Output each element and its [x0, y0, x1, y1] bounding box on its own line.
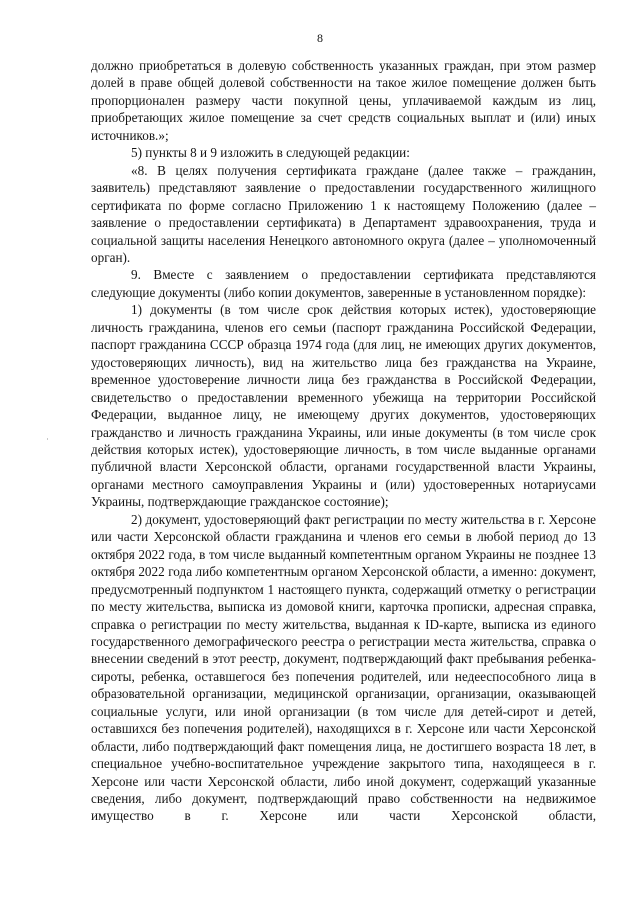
paragraph-point-9: 9. Вместе с заявлением о предоставлении сертификата представляются следующие документы (либо копии документов, заверенные в установленном порядке): — [91, 267, 596, 300]
paragraph-subitem-1: 1) документы (в том числе срок действия которых истек), удостоверяющие личность гражданина, членов его семьи (паспорт гражданина Российской Федерации, паспорт гражданина СССР образца 1974 года (для лиц, не имеющих других документов, удостоверяющих личность), вид на жительство лица без гражданства на Украине, временное удостоверение личности лица без гражданства в Российской Федерации, свидетельство о предоставлении временного убежища на территории Российской Федерации, выданное лицу, не имеющему других документов, удостоверяющих гражданство и личность гражданина Украины, или иные документы (в том числе срок действия которых истек), удостоверяющие личность, в том числе выданные органами публичной власти Херсонской области, органами государственной власти Украины, органами местного самоуправления Украины и (или) удостоверенных нотариусами Украины, подтверждающие гражданское состояние); — [91, 302, 596, 510]
scan-speck — [47, 438, 48, 440]
paragraph-item-5: 5) пункты 8 и 9 изложить в следующей редакции: — [131, 145, 410, 161]
paragraph-point-8: «8. В целях получения сертификата граждане (далее также – гражданин, заявитель) представляют заявление о предоставлении государственного жилищного сертификата по форме согласно Приложению 1 к настоящему Положению (далее – заявление о предоставлении сертификата) в Департамент здравоохранения, труда и социальной защиты населения Ненецкого автономного округа (далее – уполномоченный орган). — [91, 162, 596, 265]
paragraph-continuation: должно приобретаться в долевую собственность указанных граждан, при этом размер долей в праве общей долевой собственности на такое жилое помещение должен быть пропорционален размеру части покупной цены, уплачиваемой каждым из лиц, приобретающих жилое помещение за счет средств социальных выплат и (или) иных источников.»; — [91, 58, 596, 143]
document-body — [91, 57, 596, 825]
page-number: 8 — [317, 31, 323, 45]
paragraph-subitem-2: 2) документ, удостоверяющий факт регистрации по месту жительства в г. Херсоне или части Херсонской области гражданина и членов его семьи в любой период до 13 октября 2022 года, в том числе выданный компетентным органом Украины не позднее 13 октября 2022 года либо компетентным органом Херсонской области, а именно: документ, предусмотренный подпунктом 1 настоящего пункта, содержащий отметку о регистрации по месту жительства, выписка из домовой книги, карточка прописки, адресная справка, справка о регистрации по месту жительства, выданная к ID-карте, выписка из единого государственного демографического реестра о регистрации места жительства, справка о внесении сведений в этот реестр, документ, подтверждающий факт пребывания ребенка-сироты, ребенка, оставшегося без попечения родителей, или недееспособного лица в образовательной организации, медицинской организации, организации, оказывающей социальные услуги, или иной организации (в том числе для детей-сирот и детей, оставшихся без попечения родителей), находящихся в г. Херсоне или части Херсонской области, либо подтверждающий факт помещения лица, не достигшего возраста 18 лет, в специальное учебно-воспитательное учреждение закрытого типа, находящееся в г. Херсоне или части Херсонской области, либо иной документ, содержащий указанные сведения, либо документ, подтверждающий право собственности на недвижимое имущество в г. Херсоне или части Херсонской области, — [91, 511, 596, 824]
